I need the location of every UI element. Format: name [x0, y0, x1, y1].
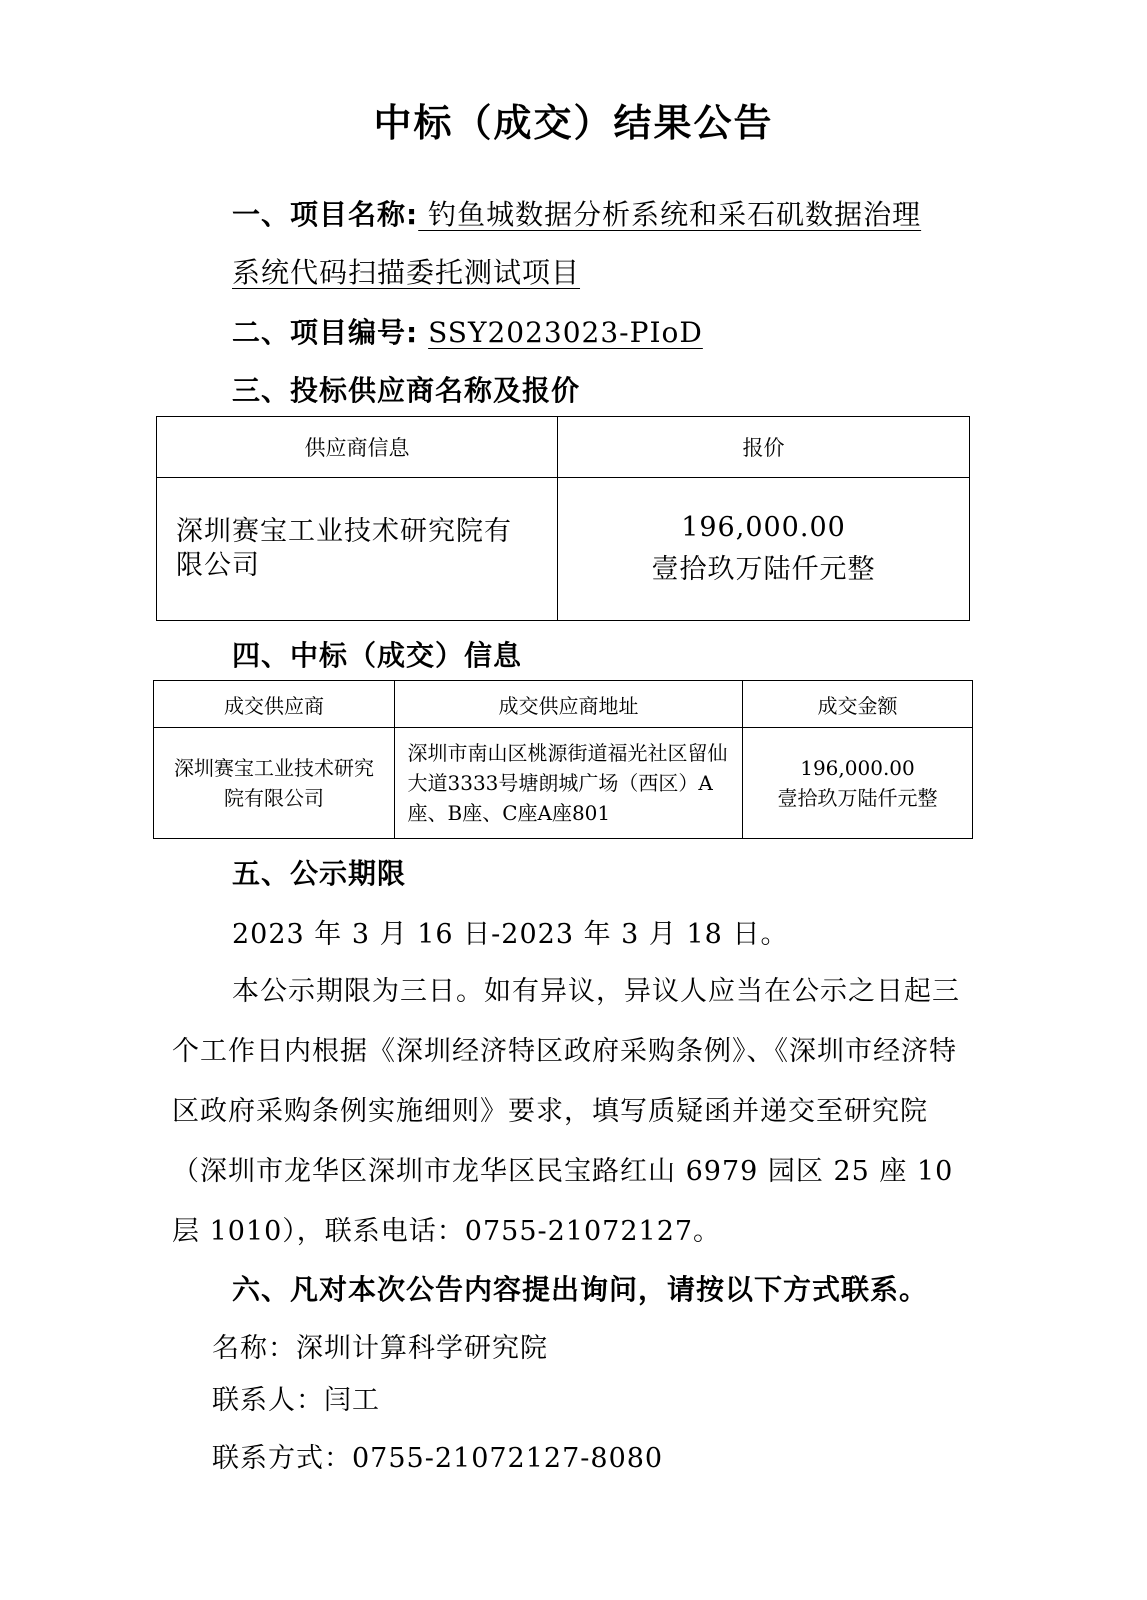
table-row: [157, 478, 970, 621]
bidder-heading: 三、投标供应商名称及报价: [232, 374, 581, 407]
col-amount: 成交金额: [743, 681, 973, 728]
col-price: 报价: [558, 417, 970, 478]
bidder-price-cell: [558, 478, 970, 621]
contact-method: 联系方式：0755-21072127-8080: [212, 1443, 664, 1474]
award-address: 深圳市南山区桃源街道福光社区留仙大道3333号塘朗城广场（西区）A座、B座、C座A座801: [407, 741, 728, 825]
col-supplier-address: 成交供应商地址: [395, 681, 743, 728]
page-title: 中标（成交）结果公告: [373, 101, 774, 145]
contact-person: 联系人：闫工: [212, 1385, 380, 1416]
col-winning-supplier: 成交供应商: [154, 681, 395, 728]
bidder-table: [156, 416, 970, 621]
period-heading: 五、公示期限: [232, 857, 407, 890]
bidder-supplier: 深圳赛宝工业技术研究院有限公司: [176, 516, 512, 581]
bidder-price-words: 壹拾玖万陆仟元整: [651, 554, 876, 585]
award-heading: 四、中标（成交）信息: [232, 639, 523, 672]
project-number-line: [232, 311, 703, 351]
project-name-line: [232, 193, 921, 233]
col-supplier-info: 供应商信息: [157, 417, 558, 478]
project-name-value-2: 系统代码扫描委托测试项目: [232, 256, 581, 289]
award-table: [153, 680, 973, 839]
award-amount-words: 壹拾玖万陆仟元整: [777, 786, 938, 810]
project-name-value-1: 钓鱼城数据分析系统和采石矶数据治理: [418, 198, 922, 231]
project-number-value: SSY2023023-PIoD: [428, 316, 703, 349]
table-header-row: [154, 681, 973, 728]
award-amount-number: 196,000.00: [800, 756, 915, 780]
contact-heading: 六、凡对本次公告内容提出询问，请按以下方式联系。: [232, 1273, 929, 1306]
award-address-cell: [395, 728, 743, 839]
table-header-row: [157, 417, 970, 478]
award-supplier: 深圳赛宝工业技术研究院有限公司: [174, 756, 374, 810]
bidder-supplier-cell: [157, 478, 558, 621]
award-supplier-cell: [154, 728, 395, 839]
bidder-price-number: 196,000.00: [681, 512, 846, 543]
project-name-label: 一、项目名称:: [232, 198, 419, 231]
contact-name: 名称：深圳计算科学研究院: [212, 1333, 548, 1364]
project-number-label: 二、项目编号:: [232, 316, 419, 349]
table-row: [154, 728, 973, 839]
period-dates: 2023 年 3 月 16 日-2023 年 3 月 18 日。: [232, 919, 789, 950]
objection-paragraph: 本公示期限为三日。如有异议，异议人应当在公示之日起三个工作日内根据《深圳经济特区政府采购条例》、《深圳市经济特区政府采购条例实施细则》要求，填写质疑函并递交至研究院（深圳市龙华区深圳市龙华区民宝路红山 6979 园区 25 座 10 层 1010），联系电话：0755-21072127。: [172, 976, 960, 1247]
award-amount-cell: [743, 728, 973, 839]
